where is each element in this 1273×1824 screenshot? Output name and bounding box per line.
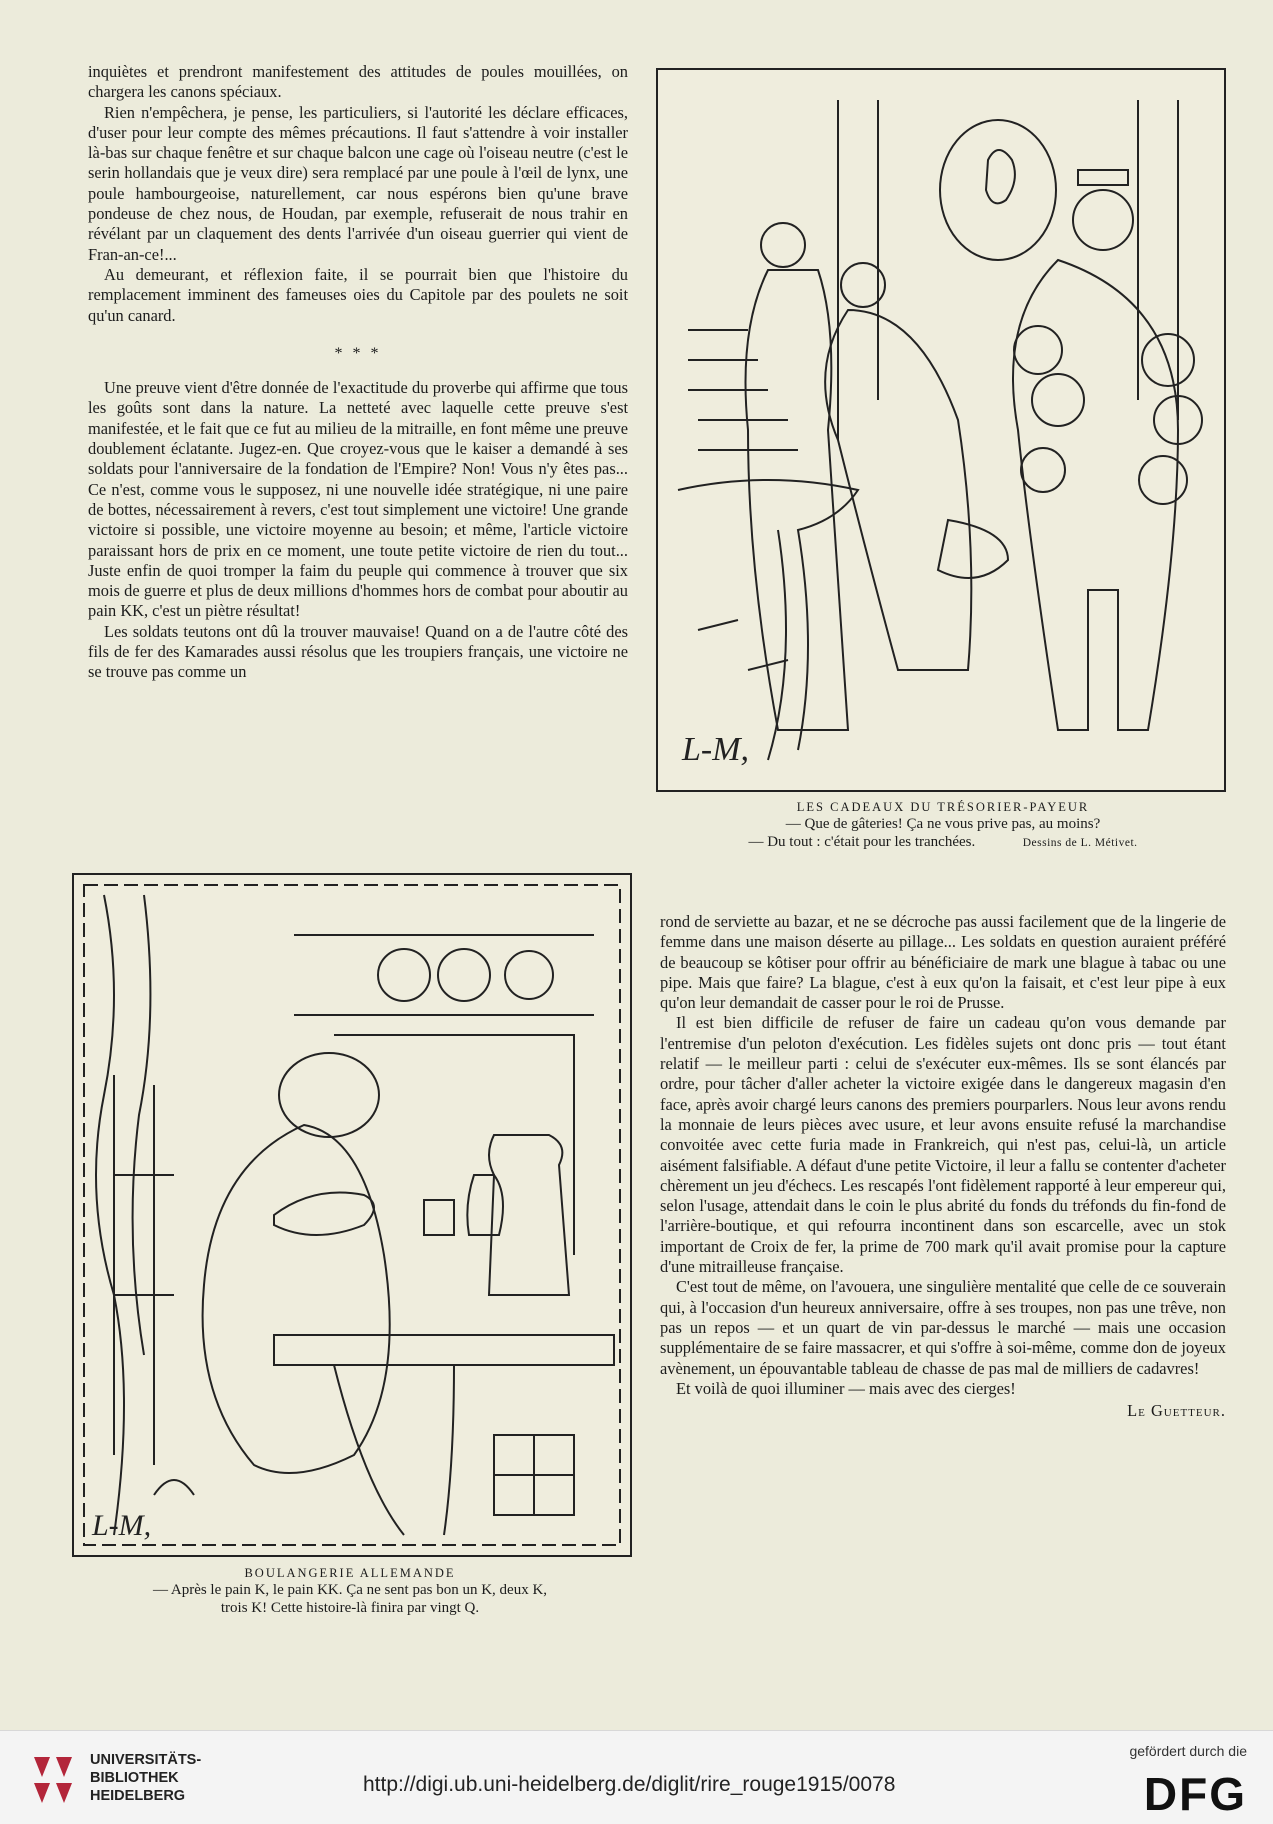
- university-library-logo-icon[interactable]: [30, 1753, 76, 1807]
- paragraph: Au demeurant, et réflexion faite, il se pourrait bien que l'histoire du remplacement imminent des fameuses oies du Capitole par des poulets ne soit qu'un canard.: [88, 264, 628, 325]
- paragraph: rond de serviette au bazar, et ne se décroche pas aussi facilement que de la lingerie de femme dans une maison déserte au pillage... Les soldats en question auraient préféré de beaucoup se kôtiser pour offrir au bénéficiaire de mark une blague à tabac ou une pipe. Mais que faire? La blague, c'est à eux qu'on la faisait, et c'est leur pipe à eux qu'on leur demandait de casser pour le roi de Prusse.: [660, 912, 1226, 1013]
- artist-signature: L-M,: [92, 1509, 152, 1542]
- paragraph: C'est tout de même, on l'avouera, une singulière mentalité que celle de ce souverain qui, à l'occasion d'un heureux anniversaire, offre à ses troupes, non pas une trêve, non pas un repos — et un quart de vin par-dessus le marché — mais une occasion supplémentaire de se faire massacrer, et qui s'offre à soi-même, comme don de joyeux avènement, un épouvantable tableau de chasse de pas mal de milliers de cadavres!: [660, 1277, 1226, 1378]
- author-signature: Le Guetteur.: [1127, 1401, 1226, 1421]
- caption-dialogue: [660, 833, 1226, 852]
- caption-dialogue: — Que de gâteries! Ça ne vous prive pas, au moins?: [785, 816, 1101, 832]
- library-name-line: HEIDELBERG: [90, 1788, 186, 1804]
- illustration-tresorier-payeur: [656, 68, 1226, 792]
- paragraph: Rien n'empêchera, je pense, les particuliers, si l'autorité les déclare efficaces, d'user pour leur compte des mêmes précautions. Il faut s'attendre à voir installer là-bas sur chaque fenêtre et sur chaque balcon une cage où l'oiseau neutre (c'est le serin hollandais que je veux dire) sera remplacé par une poule à l'œil de lynx, une poule hambourgeoise, naturellement, car nous espérons bien qu'une brave pondeuse de chez nous, de Houdan, par exemple, refuserait de nous trahir en révélant par un claquement des dents l'arrivée d'un oiseau guerrier qui vient de Fran-an-ce!...: [88, 102, 628, 264]
- paragraph: Il est bien difficile de refuser de faire un cadeau qu'on vous demande par l'entremise d'un peloton d'exécution. Les fidèles sujets ont donc pris — tout étant relatif — le meilleur parti : celui de s'exécuter eux-mêmes. Ils se sont élancés par ordre, pour tâcher d'aller acheter la victoire exigée dans le dangereux magasin d'en face, après avoir chargé leurs canons des premiers pourparlers. Nous leur avons rendu la monnaie de leurs pièces avec usure, et leur avons ensuite refusé la marchandise convoitée avec cette furia made in Frankreich, qui n'est pas, celui-là, un article aisément falsifiable. A défaut d'une petite Victoire, il leur a fallu se contenter d'acheter chèrement un jeu d'échecs. Les rescapés l'ont fidèlement rapporté à leur empereur qui, selon l'usage, attendait dans le coin le plus abrité du fonds du tréfonds du fin-fond de l'arrière-boutique, et qui refourra incontinent dans son escarcelle, avec un stok important de Croix de fer, la prime de 700 mark qu'il avait promise pour la capture d'une mitrailleuse française.: [660, 1013, 1226, 1277]
- paragraph: Une preuve vient d'être donnée de l'exactitude du proverbe qui affirme que tous les goûts sont dans la nature. La netteté avec laquelle cette preuve s'est manifestée, et le fait que ce fut au milieu de la mitraille, en font même une preuve doublement éclatante. Jugez-en. Que croyez-vous que le kaiser a demandé à ses soldats pour l'anniversaire de la fondation de l'Empire? Non! Vous n'y êtes pas... Ce n'est, comme vous le supposez, ni une nouvelle idée stratégique, ni une paire de bottes, nécessairement à revers, c'est tout simplement une victoire! Une grande victoire si possible, une victoire moyenne au besoin; et même, l'article victoire paraissant hors de prix en ce moment, une toute petite victoire de rien du tout... Juste enfin de quoi tromper la faim du peuple qui commence à trouver que six mois de guerre et plus de deux millions d'hommes hors de combat pour aboutir au pain KK, c'est un piètre résultat!: [88, 378, 628, 621]
- artist-signature: L-M,: [682, 731, 750, 768]
- dfg-logo[interactable]: DFG: [1143, 1768, 1247, 1820]
- digitization-footer: [0, 1730, 1273, 1824]
- caption-dialogue: — Après le pain K, le pain KK. Ça ne sent pas bon un K, deux K,: [152, 1582, 548, 1598]
- caption-dialogue: trois K! Cette histoire-là finira par vingt Q.: [220, 1600, 480, 1616]
- right-text-column: [660, 912, 1226, 1421]
- caption-bottom: [72, 1566, 628, 1617]
- paragraph: inquiètes et prendront manifestement des attitudes de poules mouillées, on chargera les canons spéciaux.: [88, 62, 628, 102]
- caption-title: BOULANGERIE ALLEMANDE: [244, 1566, 456, 1580]
- funding-note: gefördert durch die: [1129, 1743, 1247, 1759]
- cartoon-drawing-top: [658, 70, 1224, 790]
- section-separator: * * *: [334, 344, 382, 362]
- cartoon-drawing-bottom: [74, 875, 630, 1555]
- drawing-credit: Dessins de L. Métivet.: [1022, 837, 1138, 849]
- library-name-line: BIBLIOTHEK: [90, 1770, 179, 1786]
- illustration-boulangerie: [72, 873, 632, 1557]
- permalink-url[interactable]: http://digi.ub.uni-heidelberg.de/diglit/rire_rouge1915/0078: [363, 1773, 896, 1796]
- caption-title: LES CADEAUX DU TRÉSORIER-PAYEUR: [796, 800, 1090, 814]
- paragraph: Et voilà de quoi illuminer — mais avec des cierges!: [676, 1378, 1016, 1398]
- library-name[interactable]: [90, 1751, 201, 1805]
- caption-dialogue-text: — Du tout : c'était pour les tranchées.: [748, 834, 976, 850]
- library-name-line: UNIVERSITÄTS-: [90, 1752, 202, 1768]
- left-text-column: [88, 62, 628, 683]
- caption-top: [660, 800, 1226, 852]
- paragraph: Les soldats teutons ont dû la trouver mauvaise! Quand on a de l'autre côté des fils de fer des Kamarades aussi résolus que les troupiers français, une victoire ne se trouve pas comme un: [88, 621, 628, 682]
